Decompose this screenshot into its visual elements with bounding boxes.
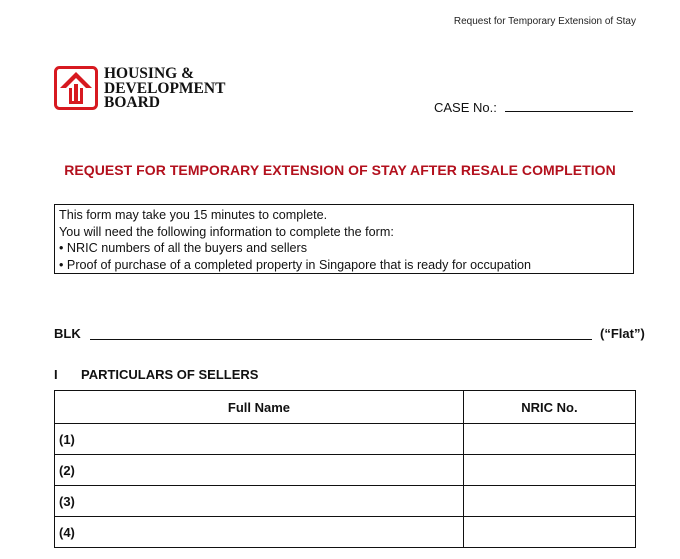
row-label: (2) (59, 462, 75, 478)
hdb-logo-icon (54, 66, 98, 110)
seller-nric-cell[interactable] (463, 455, 635, 486)
info-bullet-text-1: NRIC numbers of all the buyers and sellers (66, 241, 308, 256)
org-name-line-2: DEVELOPMENT (104, 79, 226, 97)
seller-name-cell[interactable] (55, 517, 464, 548)
table-row (55, 486, 636, 517)
organisation-name (104, 67, 225, 111)
table-row (55, 455, 636, 486)
info-line-1: This form may take you 15 minutes to complete. (59, 208, 328, 222)
blk-input[interactable] (90, 339, 592, 340)
sellers-table (54, 390, 636, 548)
column-header-full-name: Full Name (55, 391, 464, 424)
table-row (55, 517, 636, 548)
flat-label: (“Flat”) (600, 326, 645, 341)
table-row (55, 424, 636, 455)
form-title: REQUEST FOR TEMPORARY EXTENSION OF STAY AFTER RESALE COMPLETION (64, 162, 616, 178)
info-box (54, 204, 634, 274)
row-label: (1) (59, 431, 75, 447)
case-number-label: CASE No.: (434, 100, 497, 115)
row-label: (3) (59, 493, 75, 509)
section-title: PARTICULARS OF SELLERS (81, 367, 259, 382)
case-number-input[interactable] (505, 99, 633, 112)
info-bullet-text-2: Proof of purchase of a completed property in Singapore that is ready for occupation (66, 257, 532, 272)
row-label: (4) (59, 524, 75, 540)
blk-label: BLK (54, 326, 81, 341)
section-number: I (54, 367, 58, 382)
case-number-field (434, 99, 633, 115)
org-name-line-3: BOARD (104, 94, 160, 111)
seller-nric-cell[interactable] (463, 486, 635, 517)
seller-name-cell[interactable] (55, 455, 464, 486)
column-header-nric: NRIC No. (463, 391, 635, 424)
info-bullet-2: • Proof of purchase of a completed property in Singapore that is ready for occupation (59, 257, 532, 272)
seller-name-cell[interactable] (55, 486, 464, 517)
seller-name-cell[interactable] (55, 424, 464, 455)
seller-nric-cell[interactable] (463, 424, 635, 455)
seller-nric-cell[interactable] (463, 517, 635, 548)
info-bullet-1: • NRIC numbers of all the buyers and sellers (59, 241, 308, 256)
info-line-2: You will need the following information to complete the form: (59, 224, 394, 239)
org-name-line-1: HOUSING & (104, 65, 194, 82)
table-header-row (55, 391, 636, 424)
form-reference-header: Request for Temporary Extension of Stay (453, 16, 636, 27)
